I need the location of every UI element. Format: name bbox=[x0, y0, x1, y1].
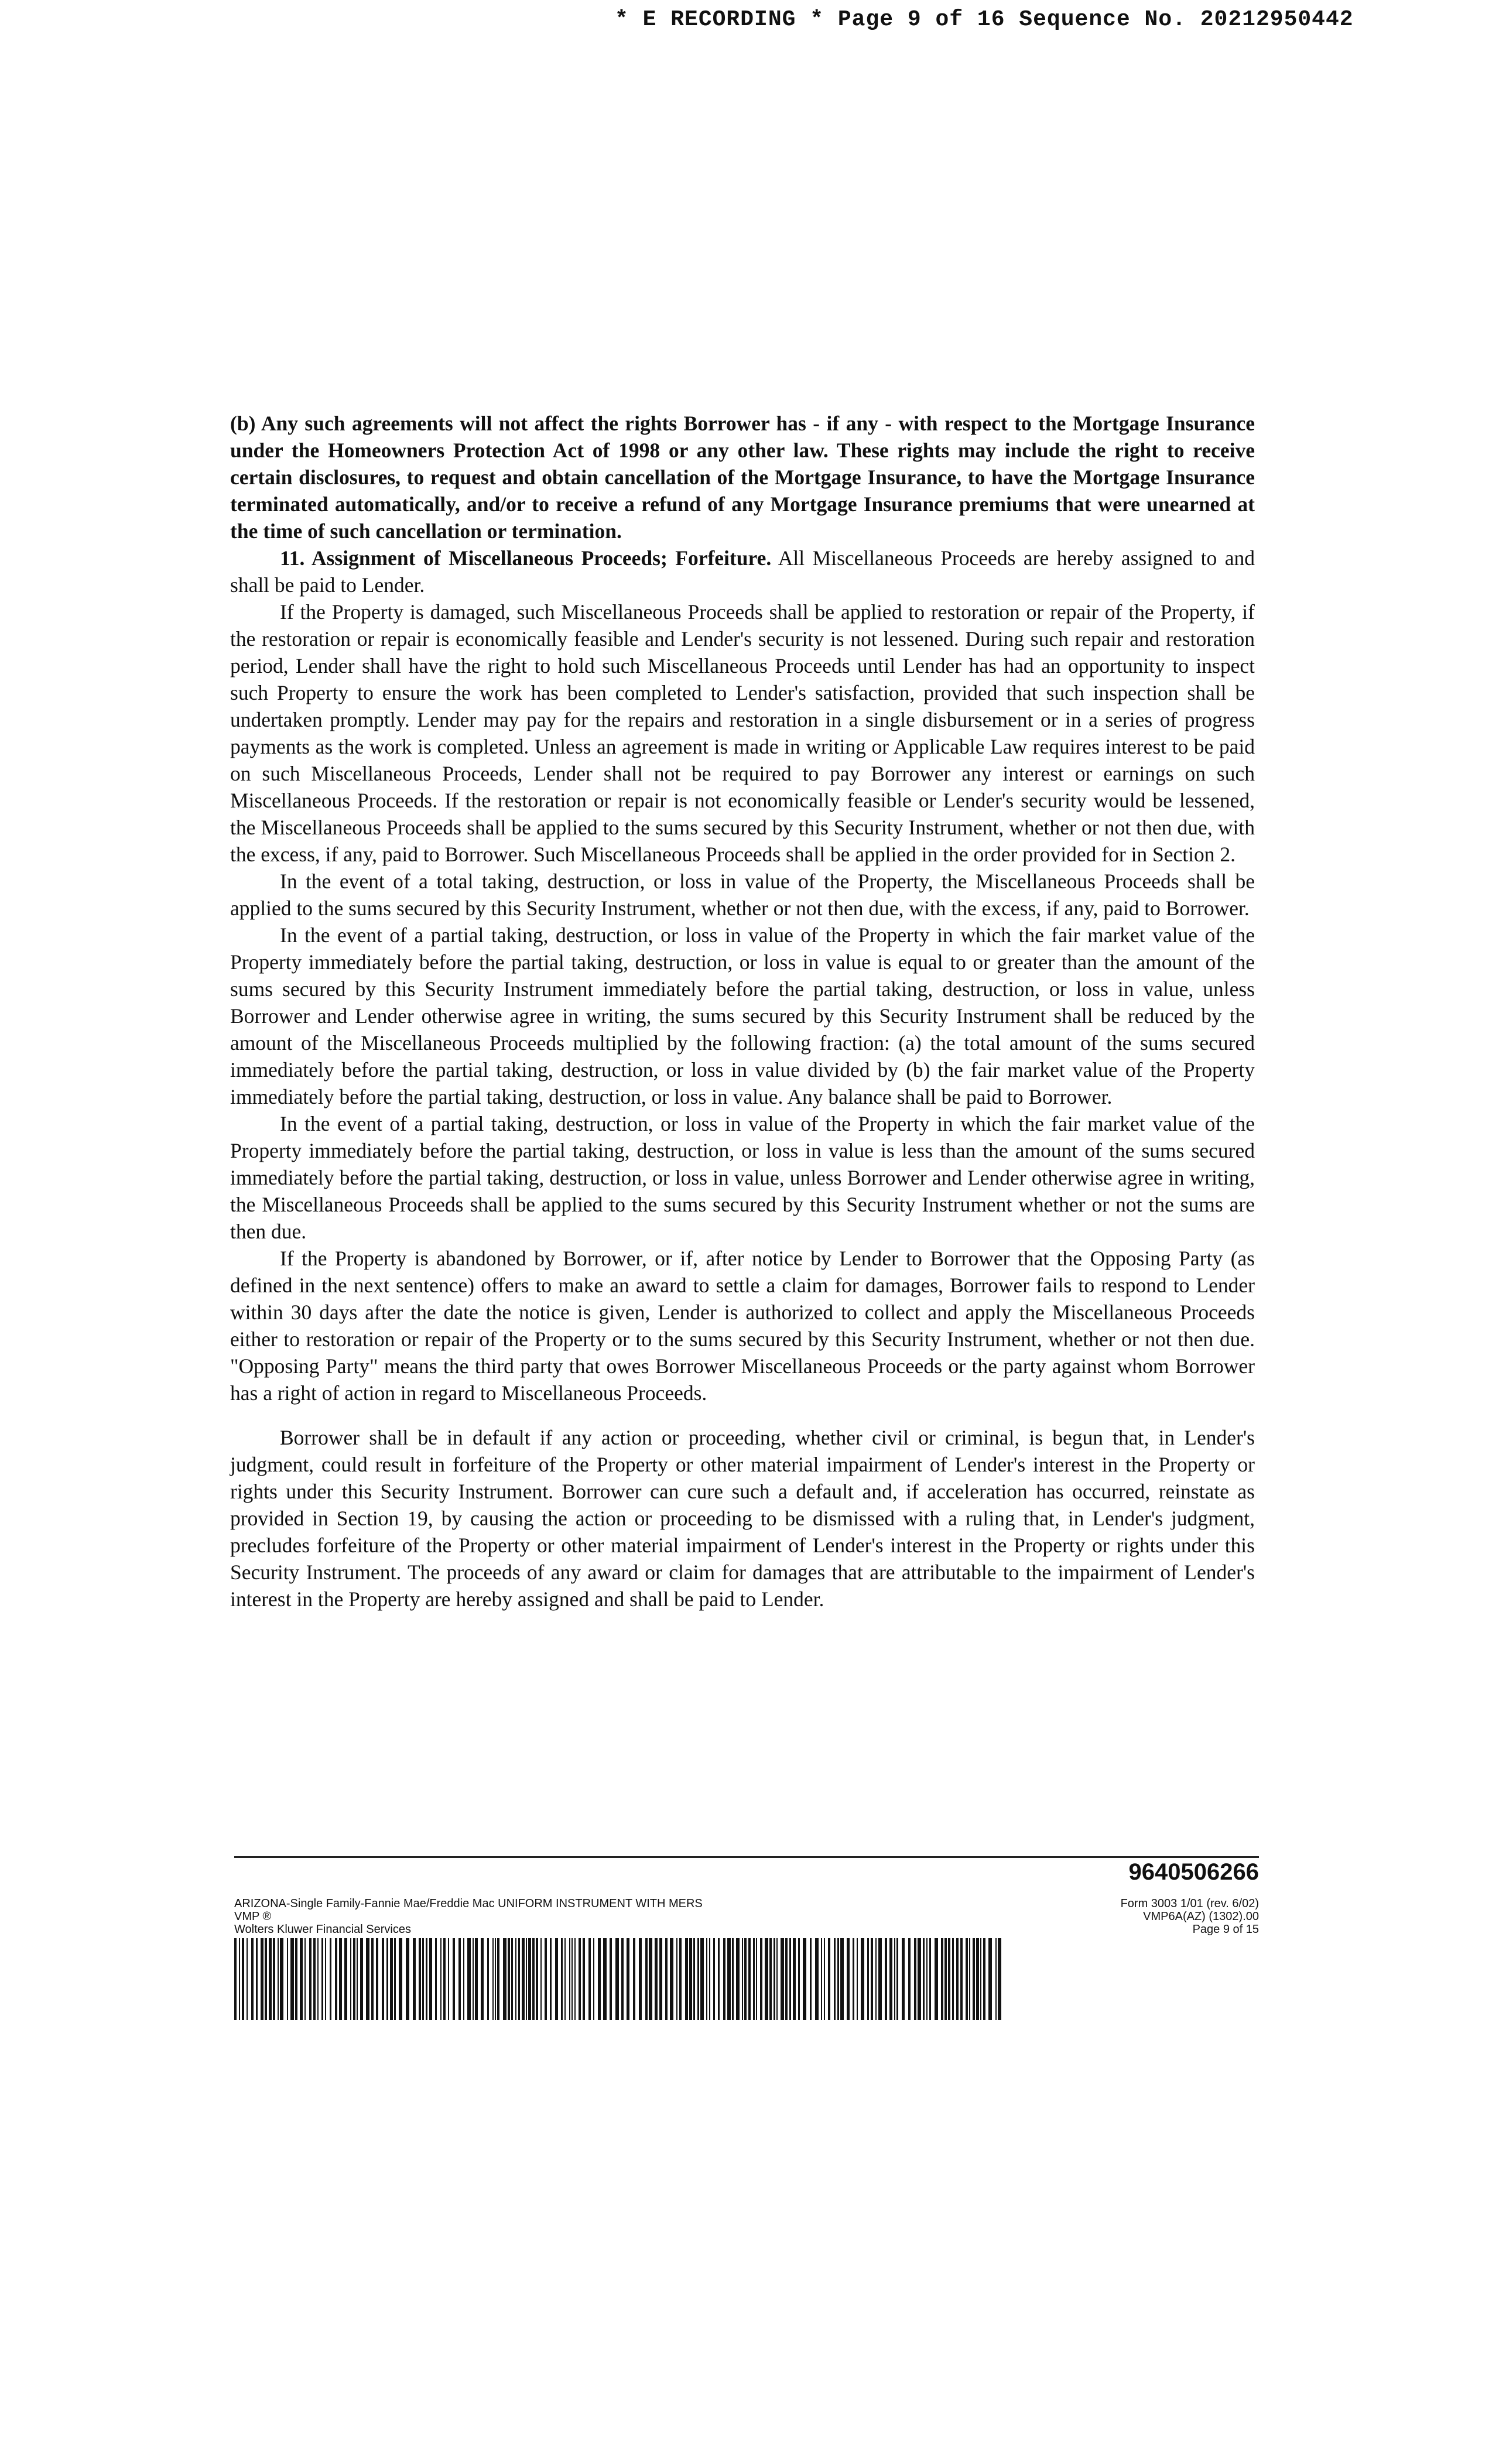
barcode-bar bbox=[753, 1938, 755, 2020]
barcode-bar bbox=[803, 1938, 806, 2020]
barcode-bar bbox=[615, 1938, 619, 2020]
barcode-bar bbox=[908, 1938, 911, 2020]
barcode-bar bbox=[896, 1938, 898, 2020]
barcode-bar bbox=[948, 1938, 950, 2020]
barcode-bar bbox=[583, 1938, 585, 2020]
barcode-bar bbox=[422, 1938, 424, 2020]
barcode-bar bbox=[736, 1938, 740, 2020]
barcode-bar bbox=[952, 1938, 954, 2020]
barcode-bar bbox=[550, 1938, 552, 2020]
barcode-bar bbox=[273, 1938, 275, 2020]
barcode-bar bbox=[528, 1938, 531, 2020]
barcode-bar bbox=[265, 1938, 267, 2020]
barcode-bar bbox=[588, 1938, 591, 2020]
barcode-bar bbox=[382, 1938, 384, 2020]
barcode-bar bbox=[386, 1938, 388, 2020]
barcode-bar bbox=[960, 1938, 963, 2020]
barcode-bar bbox=[902, 1938, 905, 2020]
barcode-bar bbox=[889, 1938, 892, 2020]
barcode-bar bbox=[545, 1938, 547, 2020]
barcode-bar bbox=[748, 1938, 751, 2020]
barcode-bar bbox=[785, 1938, 788, 2020]
barcode-bar bbox=[867, 1938, 869, 2020]
section-11-heading: 11. Assignment of Miscellaneous Proceeds; Forfeiture. bbox=[280, 546, 772, 570]
barcode-bar bbox=[649, 1938, 652, 2020]
barcode-bar bbox=[406, 1938, 409, 2020]
barcode-bar bbox=[503, 1938, 506, 2020]
barcode-bar bbox=[885, 1938, 887, 2020]
paragraph-property-damaged: If the Property is damaged, such Miscellaneous Proceeds shall be applied to restoration or repair of the Property, if the restoration or repair is economically feasible and Lender's security is not lessened. During such repair and restoration period, Lender shall have the right to hold such Miscellaneous Proceeds until Lender has had an opportunity to inspect such Property to ensure the work has been completed to Lender's satisfaction, provided that such inspection shall be undertaken promptly. Lender may pay for the repairs and restoration in a single disbursement or in a series of progress payments as the work is completed. Unless an agreement is made in writing or Applicable Law requires interest to be paid on such Miscellaneous Proceeds, Lender shall not be required to pay Borrower any interest or earnings on such Miscellaneous Proceeds. If the restoration or repair is not economically feasible or Lender's security would be lessened, the Miscellaneous Proceeds shall be applied to the sums secured by this Security Instrument, whether or not then due, with the excess, if any, paid to Borrower. Such Miscellaneous Proceeds shall be applied in the order provided for in Section 2. bbox=[230, 600, 1255, 866]
barcode-bar bbox=[317, 1938, 319, 2020]
barcode-bar bbox=[798, 1938, 800, 2020]
barcode-bar bbox=[834, 1938, 836, 2020]
barcode-bar bbox=[295, 1938, 297, 2020]
barcode-bar bbox=[515, 1938, 516, 2020]
barcode-bar bbox=[481, 1938, 484, 2020]
barcode-bar bbox=[261, 1938, 263, 2020]
barcode-bar bbox=[278, 1938, 279, 2020]
barcode-bar bbox=[857, 1938, 858, 2020]
barcode-bar bbox=[824, 1938, 825, 2020]
barcode-bar bbox=[723, 1938, 725, 2020]
barcode-bar bbox=[935, 1938, 938, 2020]
paragraph-b: (b) Any such agreements will not affect the rights Borrower has - if any - with respect to the Mortgage Insurance under the Homeowners Protection Act of 1998 or any other law. These rights may include the right to receive certain disclosures, to request and obtain cancellation of the Mortgage Insurance, to have the Mortgage Insurance terminated automatically, and/or to receive a refund of any Mortgage Insurance premiums that were unearned at the time of such cancellation or termination. bbox=[230, 412, 1255, 543]
barcode-bar bbox=[335, 1938, 337, 2020]
barcode-bar bbox=[742, 1938, 743, 2020]
barcode-bar bbox=[875, 1938, 877, 2020]
barcode-bar bbox=[247, 1938, 248, 2020]
barcode-bar bbox=[555, 1938, 558, 2020]
barcode-bar bbox=[251, 1938, 254, 2020]
barcode-bar bbox=[973, 1938, 975, 2020]
barcode-bar bbox=[815, 1938, 819, 2020]
barcode-bar bbox=[453, 1938, 455, 2020]
barcode-bar bbox=[280, 1938, 283, 2020]
barcode-bar bbox=[659, 1938, 662, 2020]
barcode-bar bbox=[467, 1938, 471, 2020]
barcode-bar bbox=[492, 1938, 494, 2020]
form-info-left bbox=[234, 1897, 878, 1936]
barcode-bar bbox=[645, 1938, 648, 2020]
barcode-bar bbox=[497, 1938, 499, 2020]
barcode-bar bbox=[665, 1938, 668, 2020]
barcode-bar bbox=[706, 1938, 707, 2020]
barcode-bar bbox=[571, 1938, 573, 2020]
barcode-bar bbox=[676, 1938, 677, 2020]
barcode-bar bbox=[526, 1938, 527, 2020]
barcode-bar bbox=[861, 1938, 864, 2020]
paragraph-total-taking: In the event of a total taking, destruction, or loss in value of the Property, the Miscellaneous Proceeds shall be applied to the sums secured by this Security Instrument, whether or not then due, with the excess, if any, paid to Borrower. bbox=[230, 870, 1255, 920]
barcode-bar bbox=[627, 1938, 629, 2020]
barcode-bar bbox=[793, 1938, 796, 2020]
barcode-bar bbox=[693, 1938, 695, 2020]
barcode-bar bbox=[610, 1938, 612, 2020]
barcode-bar bbox=[239, 1938, 240, 2020]
barcode-bar bbox=[339, 1938, 342, 2020]
barcode-bar bbox=[413, 1938, 416, 2020]
barcode-bar bbox=[709, 1938, 710, 2020]
barcode-bar bbox=[321, 1938, 323, 2020]
barcode-bar bbox=[639, 1938, 642, 2020]
barcode-bar bbox=[325, 1938, 326, 2020]
barcode-bar bbox=[350, 1938, 351, 2020]
barcode-bar bbox=[871, 1938, 873, 2020]
footer-divider bbox=[234, 1856, 1259, 1858]
barcode-bar bbox=[394, 1938, 396, 2020]
barcode-bar bbox=[360, 1938, 363, 2020]
barcode-bar bbox=[443, 1938, 446, 2020]
publisher: Wolters Kluwer Financial Services bbox=[234, 1923, 411, 1936]
barcode-bar bbox=[366, 1938, 369, 2020]
barcode-bar bbox=[697, 1938, 699, 2020]
barcode-bar bbox=[429, 1938, 432, 2020]
barcode-bar bbox=[679, 1938, 682, 2020]
barcode-bar bbox=[508, 1938, 510, 2020]
paragraph-property-abandoned: If the Property is abandoned by Borrower, or if, after notice by Lender to Borrower that the Opposing Party (as defined in the next sentence) offers to make an award to settle a claim for damages, Borrower fails to respond to Lender within 30 days after the date the notice is given, Lender is authorized to collect and apply the Miscellaneous Proceeds either to restoration or repair of the Property or to the sums secured by this Security Instrument, whether or not then due. "Opposing Party" means the third party that owes Borrower Miscellaneous Proceeds or the party against whom Borrower has a right of action in regard to Miscellaneous Proceeds. bbox=[230, 1247, 1255, 1405]
barcode-bar bbox=[769, 1938, 772, 2020]
barcode-bar bbox=[998, 1938, 1001, 2020]
barcode-bar bbox=[781, 1938, 784, 2020]
barcode-bar bbox=[309, 1938, 312, 2020]
barcode-bar bbox=[956, 1938, 959, 2020]
barcode-bar bbox=[840, 1938, 844, 2020]
barcode-bar bbox=[511, 1938, 513, 2020]
barcode-bar bbox=[923, 1938, 925, 2020]
barcode-bar bbox=[670, 1938, 673, 2020]
barcode-bar bbox=[458, 1938, 461, 2020]
form-info-right bbox=[995, 1897, 1259, 1936]
barcode-bar bbox=[435, 1938, 437, 2020]
barcode-bar bbox=[700, 1938, 704, 2020]
barcode-bar bbox=[390, 1938, 393, 2020]
barcode-bar bbox=[473, 1938, 474, 2020]
barcode-bar bbox=[633, 1938, 635, 2020]
paragraph-partial-taking-less: In the event of a partial taking, destruction, or loss in value of the Property in which the fair market value of the Property immediately before the partial taking, destruction, or loss in value is less than the amount of the sums secured immediately before the partial taking, destruction, or loss in value, unless Borrower and Lender otherwise agree in writing, the Miscellaneous Proceeds shall be applied to the sums secured by this Security Instrument whether or not the sums are then due. bbox=[230, 1112, 1255, 1243]
document-body bbox=[230, 410, 1255, 1613]
barcode-bar bbox=[564, 1938, 566, 2020]
barcode-bar bbox=[234, 1938, 237, 2020]
barcode-bar bbox=[878, 1938, 882, 2020]
form-number: Form 3003 1/01 (rev. 6/02) bbox=[1120, 1897, 1259, 1910]
barcode-bar bbox=[593, 1938, 594, 2020]
barcode-bar bbox=[357, 1938, 358, 2020]
barcode-bar bbox=[918, 1938, 921, 2020]
barcode-bar bbox=[727, 1938, 731, 2020]
barcode-bar bbox=[847, 1938, 850, 2020]
barcode-bar bbox=[828, 1938, 830, 2020]
barcode-bar bbox=[344, 1938, 347, 2020]
barcode-bar bbox=[540, 1938, 542, 2020]
barcode-bar bbox=[929, 1938, 931, 2020]
barcode-bar bbox=[744, 1938, 747, 2020]
barcode-bar bbox=[969, 1938, 970, 2020]
barcode-bar bbox=[718, 1938, 720, 2020]
barcode-bar bbox=[941, 1938, 943, 2020]
barcode-bar bbox=[926, 1938, 928, 2020]
barcode-bar bbox=[579, 1938, 581, 2020]
barcode-bar bbox=[495, 1938, 496, 2020]
barcode-bar bbox=[976, 1938, 979, 2020]
vmp-mark: VMP ® bbox=[234, 1910, 272, 1923]
form-title: ARIZONA-Single Family-Fannie Mae/Freddie Mac UNIFORM INSTRUMENT WITH MERS bbox=[234, 1897, 703, 1910]
barcode-bar bbox=[330, 1938, 331, 2020]
barcode-bar bbox=[426, 1938, 427, 2020]
barcode-bar bbox=[966, 1938, 968, 2020]
barcode-bar bbox=[569, 1938, 570, 2020]
barcode-bar bbox=[713, 1938, 715, 2020]
barcode-bar bbox=[774, 1938, 775, 2020]
barcode-bar bbox=[914, 1938, 916, 2020]
barcode-bar bbox=[776, 1938, 778, 2020]
barcode-bar bbox=[837, 1938, 839, 2020]
barcode-bar bbox=[732, 1938, 734, 2020]
section-11 bbox=[230, 545, 1255, 598]
barcode-bar bbox=[655, 1938, 658, 2020]
barcode-bar bbox=[475, 1938, 478, 2020]
barcode-bar bbox=[300, 1938, 303, 2020]
barcode-bar bbox=[304, 1938, 306, 2020]
barcode-bar bbox=[810, 1938, 812, 2020]
barcode-bar bbox=[574, 1938, 576, 2020]
section-11-intro: All Miscellaneous Proceeds are hereby assigned to and shall be paid to Lender. bbox=[230, 546, 1255, 597]
barcode-bar bbox=[532, 1938, 535, 2020]
barcode-bar bbox=[371, 1938, 374, 2020]
barcode-bar bbox=[242, 1938, 244, 2020]
barcode-bar bbox=[256, 1938, 258, 2020]
barcode-bar bbox=[463, 1938, 464, 2020]
barcode-bar bbox=[944, 1938, 947, 2020]
barcode-bar bbox=[522, 1938, 525, 2020]
barcode-image bbox=[234, 1938, 1001, 2020]
barcode-bar bbox=[440, 1938, 442, 2020]
barcode-bar bbox=[853, 1938, 854, 2020]
barcode-bar bbox=[518, 1938, 520, 2020]
recording-header: * E RECORDING * Page 9 of 16 Sequence No. 20212950442 bbox=[615, 7, 1354, 32]
barcode-bar bbox=[821, 1938, 822, 2020]
barcode-bar bbox=[603, 1938, 607, 2020]
barcode-bar bbox=[756, 1938, 757, 2020]
barcode-bar bbox=[789, 1938, 791, 2020]
barcode-bar bbox=[419, 1938, 421, 2020]
loan-number: 9640506266 bbox=[1128, 1859, 1259, 1885]
barcode-bar bbox=[269, 1938, 272, 2020]
form-code: VMP6A(AZ) (1302).00 bbox=[1143, 1910, 1259, 1923]
barcode-bar bbox=[536, 1938, 538, 2020]
barcode-bar bbox=[621, 1938, 624, 2020]
barcode-bar bbox=[760, 1938, 762, 2020]
barcode-bar bbox=[983, 1938, 985, 2020]
barcode-bar bbox=[980, 1938, 981, 2020]
barcode-bar bbox=[290, 1938, 294, 2020]
barcode-bar bbox=[685, 1938, 688, 2020]
barcode-bar bbox=[399, 1938, 402, 2020]
barcode-bar bbox=[313, 1938, 316, 2020]
barcode-bar bbox=[448, 1938, 449, 2020]
barcode-bar bbox=[353, 1938, 355, 2020]
barcode-bar bbox=[894, 1938, 895, 2020]
page-of: Page 9 of 15 bbox=[1192, 1923, 1259, 1936]
barcode-bar bbox=[487, 1938, 489, 2020]
barcode-bar bbox=[287, 1938, 288, 2020]
paragraph-default: Borrower shall be in default if any action or proceeding, whether civil or criminal, is begun that, in Lender's judgment, could result in forfeiture of the Property or other material impairment of Lender's interest in the Property or rights under this Security Instrument. Borrower can cure such a default and, if acceleration has occurred, reinstate as provided in Section 19, by causing the action or proceeding to be dismissed with a ruling that, in Lender's judgment, precludes forfeiture of the Property or other material impairment of Lender's interest in the Property or rights under this Security Instrument. The proceeds of any award or claim for damages that are attributable to the impairment of Lender's interest in the Property are hereby assigned and shall be paid to Lender. bbox=[230, 1426, 1255, 1611]
barcode-bar bbox=[598, 1938, 601, 2020]
paragraph-partial-taking-greater: In the event of a partial taking, destruction, or loss in value of the Property in which the fair market value of the Property immediately before the partial taking, destruction, or loss in value is equal to or greater than the amount of the sums secured by this Security Instrument immediately before the partial taking, destruction, or loss in value, unless Borrower and Lender otherwise agree in writing, the sums secured by this Security Instrument shall be reduced by the amount of the Miscellaneous Proceeds multiplied by the following fraction: (a) the total amount of the sums secured immediately before the partial taking, destruction, or loss in value divided by (b) the fair market value of the Property immediately before the partial taking, destruction, or loss in value. Any balance shall be paid to Borrower. bbox=[230, 923, 1255, 1108]
barcode-bar bbox=[995, 1938, 997, 2020]
barcode-bar bbox=[689, 1938, 692, 2020]
barcode-bar bbox=[988, 1938, 992, 2020]
barcode-bar bbox=[765, 1938, 768, 2020]
barcode-bar bbox=[376, 1938, 378, 2020]
barcode-bar bbox=[561, 1938, 563, 2020]
